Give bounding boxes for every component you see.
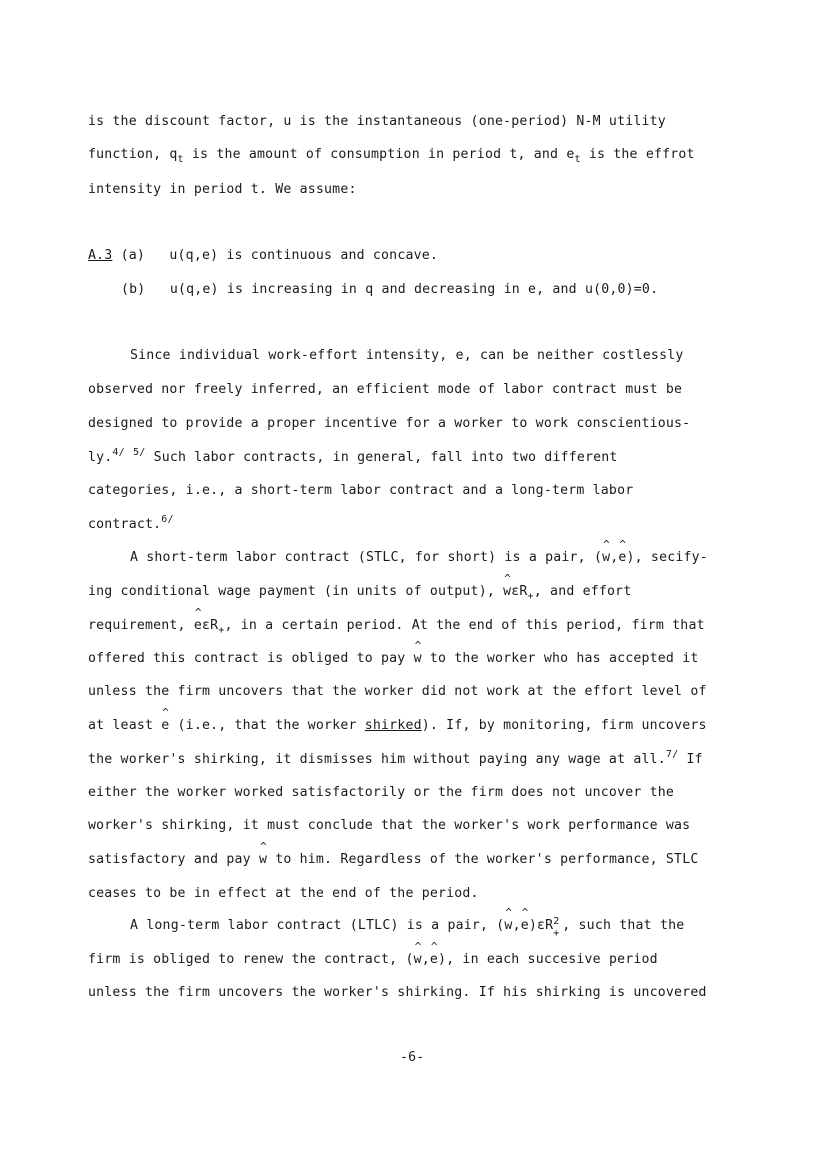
text-line: A long-term labor contract (LTLC) is a pair, (^ w,^ e)εR 2 + , such that the [130,918,684,933]
text-line: offered this contract is obliged to pay ^ w to the worker who has accepted it [88,651,698,666]
text-line: satisfactory and pay ^ w to him. Regardless of the worker's performance, STLC [88,852,698,867]
footnote-ref: 6/ [161,514,174,525]
text-line: designed to provide a proper incentive for a worker to work conscientious- [88,416,691,431]
text-line: Since individual work-effort intensity, e, can be neither costlessly [130,348,684,363]
text-line: is the discount factor, u is the instantaneous (one-period) N-M utility [88,114,666,129]
text-line: either the worker worked satisfactorily or the firm does not uncover the [88,785,675,800]
text-line: intensity in period t. We assume: [88,182,357,197]
assumption-a3-b: (b) u(q,e) is increasing in q and decreasing in e, and u(0,0)=0. [121,282,659,297]
text-line: the worker's shirking, it dismisses him without paying any wage at all.$^{7/}$ If [88,749,703,767]
text-line: ing conditional wage payment (in units of output), ^ wεR$_+$, and effort [88,584,631,599]
text-line: A short-term labor contract (STLC, for short) is a pair, (^ w,^ e), secify- [130,550,708,565]
underlined-term: shirked [364,718,422,733]
text-line: unless the firm uncovers that the worker did not work at the effort level of [88,684,707,699]
text-line: observed nor freely inferred, an efficient mode of labor contract must be [88,382,683,397]
text-line: worker's shirking, it must conclude that the worker's work performance was [88,818,691,833]
footnote-ref: 7/ [665,749,679,760]
text-line: ceases to be in effect at the end of the period. [88,886,479,901]
text-line: unless the firm uncovers the worker's shirking. If his shirking is uncovered [88,985,707,1000]
text-line: categories, i.e., a short-term labor contract and a long-term labor [88,483,634,498]
footnote-ref: 4/ [112,447,125,458]
text-line: function, $q_t$ is the amount of consumption in period t, and $e_t$ is the effrot [88,147,695,165]
footnote-ref: 5/ [133,447,146,458]
text-line: requirement, ^ eεR$_+$, in a certain period. At the end of this period, firm that [88,618,705,633]
text-line: ly.$^{4/}$ $^{5/}$ Such labor contracts, in general, fall into two different [88,447,618,465]
text-line: firm is obliged to renew the contract, (^ w,^ e), in each succesive period [88,952,658,967]
page-number: -6- [400,1050,425,1065]
text-line: contract.$^{6/}$ [88,514,174,532]
assumption-a3: A.3 (a) u(q,e) is continuous and concave. [88,248,439,263]
text-line: at least ^ e (i.e., that the worker shirked). If, by monitoring, firm uncovers [88,718,707,733]
